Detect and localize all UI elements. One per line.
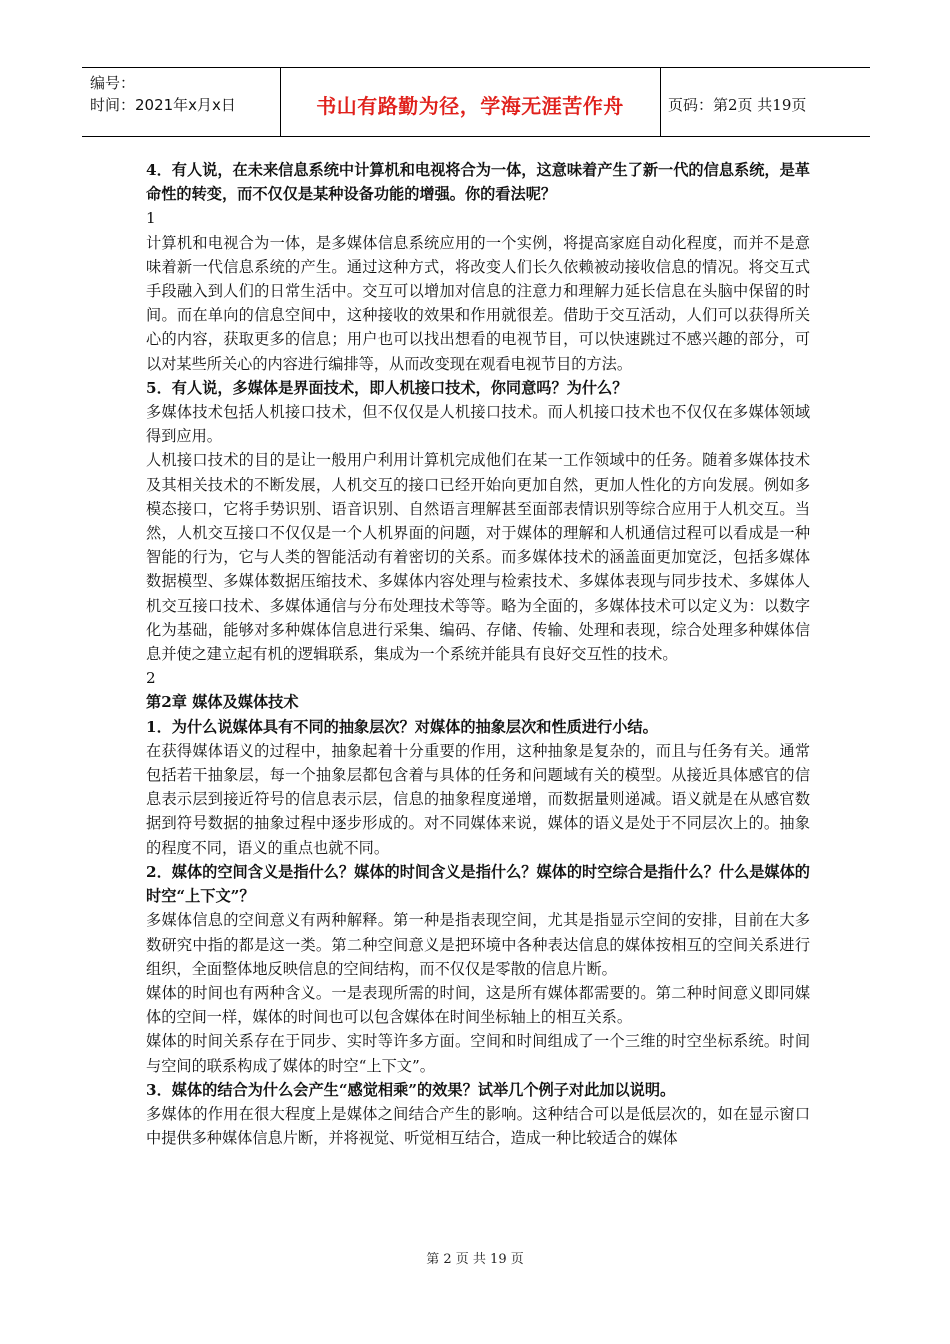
question-heading: 2．媒体的空间含义是指什么？媒体的时间含义是指什么？媒体的时空综合是指什么？什么是媒体的时空“上下文”？ — [146, 862, 810, 906]
body-paragraph: 在获得媒体语义的过程中，抽象起着十分重要的作用，这种抽象是复杂的，而且与任务有关。通常包括若干抽象层，每一个抽象层都包含着与具体的任务和问题域有关的模型。从接近具体感官的信息表示层到接近符号的信息表示层，信息的抽象程度递增，而数据量则递减。语义就是在从感官数据到符号数据的抽象过程中逐步形成的。对不同媒体来说，媒体的语义是处于不同层次上的。抽象的程度不同，语义的重点也就不同。 — [146, 741, 810, 857]
serial-label: 编号： — [90, 74, 136, 92]
body-paragraph: 多媒体信息的空间意义有两种解释。第一种是指表现空间，尤其是指显示空间的安排，目前在大多数研究中指的都是这一类。第二种空间意义是把环境中各种表达信息的媒体按相互的空间关系进行组织，全面整体地反映信息的空间结构，而不仅仅是零散的信息片断。 — [146, 911, 810, 978]
question-heading: 5．有人说，多媒体是界面技术，即人机接口技术，你同意吗？为什么？ — [146, 378, 628, 397]
page-footer: 第 2 页 共 19 页 — [426, 1252, 524, 1267]
page-header — [82, 67, 870, 137]
body-paragraph: 1 — [146, 209, 156, 228]
header-motto-cell — [280, 68, 661, 136]
motto: 书山有路勤为径，学海无涯苦作舟 — [316, 94, 624, 118]
body-paragraph: 媒体的时间也有两种含义。一是表现所需的时间，这是所有媒体都需要的。第二种时间意义即同媒体的空间一样，媒体的时间也可以包含媒体在时间坐标轴上的相互关系。 — [146, 983, 810, 1027]
body-paragraph: 媒体的时间关系存在于同步、实时等许多方面。空间和时间组成了一个三维的时空坐标系统。时间与空间的联系构成了媒体的时空“上下文”。 — [146, 1032, 810, 1075]
body-paragraph: 计算机和电视合为一体，是多媒体信息系统应用的一个实例，将提高家庭自动化程度，而并不是意味着新一代信息系统的产生。通过这种方式，将改变人们长久依赖被动接收信息的情况。将交互式手段融入到人们的日常生活中。交互可以增加对信息的注意力和理解力延长信息在头脑中保留的时间。而在单向的信息空间中，这种接收的效果和作用就很差。借助于交互活动，人们可以获得所关心的内容，获取更多的信息；用户也可以找出想看的电视节目，可以快速跳过不感兴趣的部分，可以对某些所关心的内容进行编排等，从而改变现在观看电视节目的方法。 — [146, 233, 810, 373]
document-body — [146, 158, 810, 1150]
header-meta — [82, 68, 281, 136]
body-paragraph: 2 — [146, 669, 156, 688]
body-paragraph: 人机接口技术的目的是让一般用户利用计算机完成他们在某一工作领域中的任务。随着多媒体技术及其相关技术的不断发展，人机交互的接口已经开始向更加自然，更加人性化的方向发展。例如多模态接口，它将手势识别、语音识别、自然语言理解甚至面部表情识别等综合应用于人机交互。当然，人机交互接口不仅仅是一个人机界面的问题，对于媒体的理解和人机通信过程可以看成是一种智能的行为，它与人类的智能活动有着密切的关系。而多媒体技术的涵盖面更加宽泛，包括多媒体数据模型、多媒体数据压缩技术、多媒体内容处理与检索技术、多媒体表现与同步技术、多媒体人机交互接口技术、多媒体通信与分布处理技术等等。略为全面的，多媒体技术可以定义为：以数字化为基础，能够对多种媒体信息进行采集、编码、存储、传输、处理和表现，综合处理多种媒体信息并使之建立起有机的逻辑联系，集成为一个系统并能具有良好交互性的技术。 — [146, 451, 810, 664]
header-page-cell — [660, 68, 870, 136]
question-heading: 1．为什么说媒体具有不同的抽象层次？对媒体的抽象层次和性质进行小结。 — [146, 717, 658, 736]
time-label: 时间：2021年x月x日 — [90, 96, 236, 114]
question-heading: 第2章 媒体及媒体技术 — [146, 693, 299, 712]
body-paragraph: 多媒体技术包括人机接口技术，但不仅仅是人机接口技术。而人机接口技术也不仅仅在多媒体领域得到应用。 — [146, 403, 810, 446]
body-paragraph: 多媒体的作用在很大程度上是媒体之间结合产生的影响。这种结合可以是低层次的，如在显示窗口中提供多种媒体信息片断，并将视觉、听觉相互结合，造成一种比较适合的媒体 — [146, 1104, 810, 1148]
question-heading: 3．媒体的结合为什么会产生“感觉相乘”的效果？试举几个例子对此加以说明。 — [146, 1080, 676, 1099]
page-indicator: 页码：第2页 共19页 — [668, 96, 807, 114]
question-heading: 4．有人说，在未来信息系统中计算机和电视将合为一体，这意味着产生了新一代的信息系统，是革命性的转变，而不仅仅是某种设备功能的增强。你的看法呢？ — [146, 161, 810, 204]
